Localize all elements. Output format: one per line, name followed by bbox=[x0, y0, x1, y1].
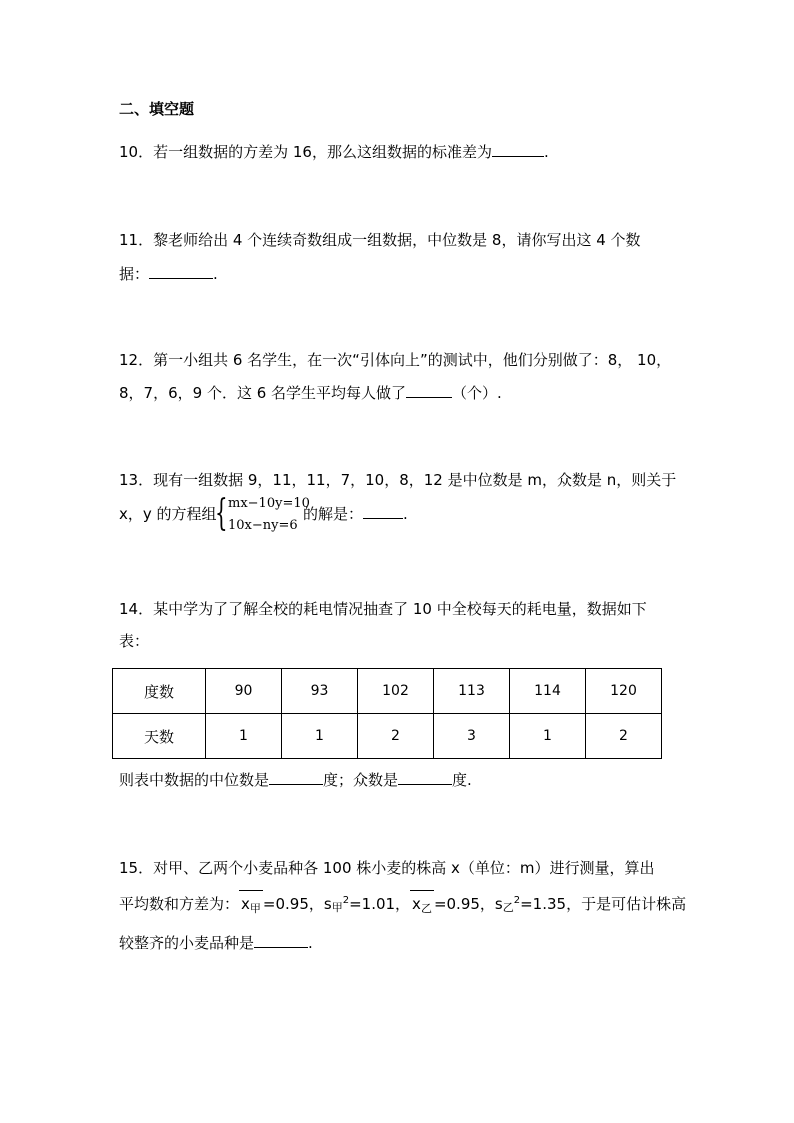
equation-1: mx−10y=10 bbox=[228, 496, 310, 511]
question-14-after-table bbox=[119, 769, 472, 790]
s-jia-val: =1.01， bbox=[349, 895, 411, 913]
q15-text: 较整齐的小麦品种是 bbox=[119, 934, 255, 952]
q11-text: 据： bbox=[119, 265, 150, 283]
table-cell: 1 bbox=[282, 714, 358, 759]
q10-answer-blank[interactable] bbox=[492, 141, 544, 157]
table-cell: 102 bbox=[358, 669, 434, 714]
q12-answer-blank[interactable] bbox=[406, 382, 452, 398]
row-header-degrees: 度数 bbox=[113, 669, 206, 714]
q13-suffix-text: 的解是： bbox=[303, 505, 364, 523]
q14-part1: 则表中数据的中位数是 bbox=[119, 771, 270, 789]
table-cell: 114 bbox=[510, 669, 586, 714]
x-jia-val: =0.95， bbox=[262, 895, 324, 913]
q12-text: 8，7，6，9 个．这 6 名学生平均每人做了 bbox=[119, 384, 407, 402]
question-15-line1: 15．对甲、乙两个小麦品种各 100 株小麦的株高 x（单位：m）进行测量，算出 bbox=[119, 859, 655, 877]
x-bar-jia bbox=[239, 892, 263, 916]
row-header-days: 天数 bbox=[113, 714, 206, 759]
q12-end: （个）. bbox=[452, 384, 502, 402]
power-usage-table bbox=[112, 668, 662, 759]
q13-answer-blank[interactable] bbox=[363, 503, 403, 519]
s-jia-sup: 2 bbox=[342, 895, 350, 906]
table-row bbox=[113, 669, 662, 714]
s-jia-sub: 甲 bbox=[331, 901, 343, 914]
question-15-line3 bbox=[119, 932, 313, 953]
s-yi-base: s bbox=[494, 895, 503, 913]
x-bar-yi bbox=[410, 892, 434, 916]
q11-end: . bbox=[213, 265, 218, 283]
s-yi-val: =1.35，于是可估计株高 bbox=[520, 895, 687, 913]
q15-prefix: 平均数和方差为： bbox=[119, 895, 240, 913]
table-cell: 120 bbox=[586, 669, 662, 714]
q15-answer-blank[interactable] bbox=[254, 932, 308, 948]
table-cell: 1 bbox=[510, 714, 586, 759]
table-row bbox=[113, 714, 662, 759]
x-jia-sub: 甲 bbox=[249, 902, 261, 915]
question-15-line2 bbox=[119, 892, 686, 917]
x-yi-sub: 乙 bbox=[420, 902, 432, 915]
q13-prefix: x，y 的方程组 bbox=[119, 505, 217, 523]
table-cell: 3 bbox=[434, 714, 510, 759]
q14-median-blank[interactable] bbox=[269, 769, 323, 785]
question-13-line1: 13．现有一组数据 9，11，11，7，10，8，12 是中位数是 m，众数是 n，则关于 bbox=[119, 471, 677, 489]
x-yi-base: x bbox=[412, 895, 421, 913]
table-cell: 1 bbox=[206, 714, 282, 759]
table-cell: 90 bbox=[206, 669, 282, 714]
section-title: 二、填空题 bbox=[119, 100, 195, 118]
equation-2: 10x−ny=6 bbox=[228, 518, 298, 533]
q14-part3: 度. bbox=[452, 771, 472, 789]
question-14-line1: 14．某中学为了了解全校的耗电情况抽查了 10 中全校每天的耗电量，数据如下 bbox=[119, 600, 647, 618]
s-jia-base: s bbox=[323, 895, 332, 913]
s-yi-sub: 乙 bbox=[502, 901, 514, 914]
q11-answer-blank[interactable] bbox=[149, 263, 213, 279]
question-12-line2 bbox=[119, 382, 502, 403]
question-11-line1: 11．黎老师给出 4 个连续奇数组成一组数据，中位数是 8，请你写出这 4 个数 bbox=[119, 231, 641, 249]
question-12-line1: 12．第一小组共 6 名学生，在一次“引体向上”的测试中，他们分别做了：8， 10， bbox=[119, 351, 672, 369]
x-yi-val: =0.95， bbox=[433, 895, 495, 913]
question-10 bbox=[119, 141, 549, 162]
table-cell: 93 bbox=[282, 669, 358, 714]
table-cell: 2 bbox=[358, 714, 434, 759]
q15-end: . bbox=[308, 934, 313, 952]
q14-mode-blank[interactable] bbox=[398, 769, 452, 785]
table-cell: 113 bbox=[434, 669, 510, 714]
question-14-line2: 表： bbox=[119, 632, 150, 650]
q10-end: . bbox=[543, 143, 549, 161]
x-jia-base: x bbox=[241, 895, 250, 913]
table-cell: 2 bbox=[586, 714, 662, 759]
q13-end: . bbox=[403, 505, 408, 523]
q14-part2: 度；众数是 bbox=[323, 771, 399, 789]
s-yi-sup: 2 bbox=[513, 895, 521, 906]
q10-text: 10．若一组数据的方差为 16，那么这组数据的标准差为 bbox=[119, 143, 492, 161]
left-brace: { bbox=[215, 493, 228, 534]
question-11-line2 bbox=[119, 263, 218, 284]
q13-suffix bbox=[303, 503, 408, 524]
